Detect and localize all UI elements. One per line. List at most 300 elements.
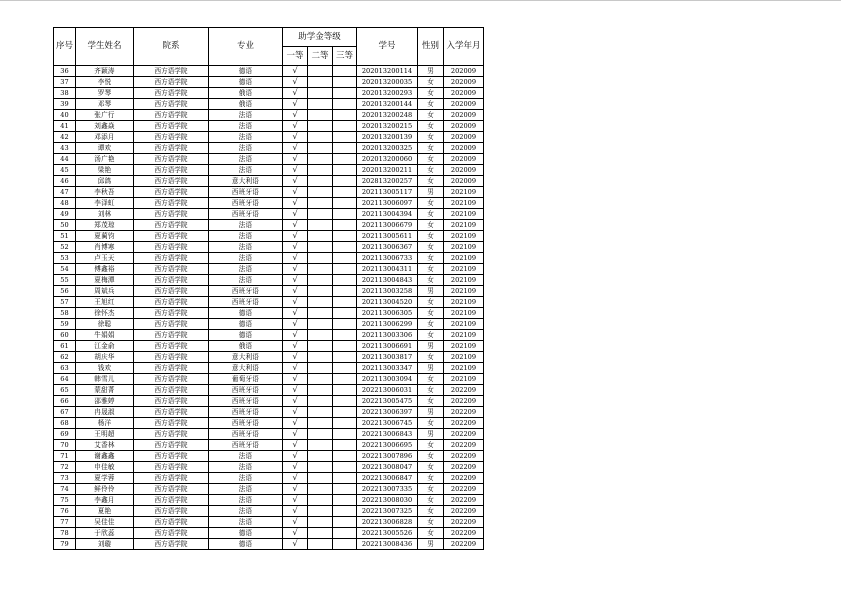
- cell-first-class: √: [283, 176, 308, 187]
- header-grant-level: 助学金等级: [283, 28, 357, 47]
- cell-student-id: 202113006679: [357, 220, 418, 231]
- cell-second-class: [308, 297, 333, 308]
- cell-enroll: 202109: [444, 209, 484, 220]
- cell-second-class: [308, 396, 333, 407]
- cell-seq: 42: [54, 132, 76, 143]
- cell-gender: 女: [418, 517, 444, 528]
- cell-dept: 西方语学院: [134, 517, 209, 528]
- cell-first-class: √: [283, 517, 308, 528]
- table-row: [54, 418, 484, 429]
- header-gender: 性别: [418, 28, 444, 66]
- header-third-class: 三等: [333, 47, 357, 66]
- cell-major: 法语: [209, 462, 283, 473]
- table-row: [54, 319, 484, 330]
- cell-enroll: 202209: [444, 407, 484, 418]
- cell-second-class: [308, 451, 333, 462]
- table-row: [54, 341, 484, 352]
- cell-name: 夏蔺钧: [76, 231, 134, 242]
- cell-third-class: [333, 506, 357, 517]
- cell-gender: 女: [418, 198, 444, 209]
- cell-name: 肖博寒: [76, 242, 134, 253]
- cell-dept: 西方语学院: [134, 143, 209, 154]
- cell-name: 李泽虹: [76, 198, 134, 209]
- cell-third-class: [333, 451, 357, 462]
- cell-third-class: [333, 187, 357, 198]
- cell-enroll: 202109: [444, 275, 484, 286]
- cell-dept: 西方语学院: [134, 462, 209, 473]
- cell-first-class: √: [283, 187, 308, 198]
- cell-student-id: 202213008030: [357, 495, 418, 506]
- cell-second-class: [308, 88, 333, 99]
- cell-student-id: 202013200139: [357, 132, 418, 143]
- cell-name: 牛娟娟: [76, 330, 134, 341]
- cell-first-class: √: [283, 374, 308, 385]
- cell-enroll: 202209: [444, 539, 484, 550]
- cell-first-class: √: [283, 506, 308, 517]
- cell-student-id: 202113006305: [357, 308, 418, 319]
- table-row: [54, 209, 484, 220]
- cell-enroll: 202109: [444, 242, 484, 253]
- table-row: [54, 77, 484, 88]
- cell-second-class: [308, 176, 333, 187]
- cell-student-id: 202213007335: [357, 484, 418, 495]
- cell-gender: 女: [418, 352, 444, 363]
- grant-roster-table: [53, 27, 484, 550]
- cell-major: 法语: [209, 495, 283, 506]
- cell-first-class: √: [283, 319, 308, 330]
- table-row: [54, 275, 484, 286]
- cell-name: 艾香林: [76, 440, 134, 451]
- cell-major: 法语: [209, 253, 283, 264]
- cell-name: 钱欢: [76, 363, 134, 374]
- table-row: [54, 220, 484, 231]
- cell-gender: 女: [418, 319, 444, 330]
- cell-major: 葡萄牙语: [209, 374, 283, 385]
- cell-dept: 西方语学院: [134, 363, 209, 374]
- cell-name: 鲜伶伶: [76, 484, 134, 495]
- cell-dept: 西方语学院: [134, 66, 209, 77]
- cell-enroll: 202209: [444, 506, 484, 517]
- cell-second-class: [308, 407, 333, 418]
- cell-seq: 62: [54, 352, 76, 363]
- cell-seq: 78: [54, 528, 76, 539]
- cell-seq: 73: [54, 473, 76, 484]
- cell-student-id: 202213006828: [357, 517, 418, 528]
- cell-enroll: 202209: [444, 385, 484, 396]
- cell-first-class: √: [283, 220, 308, 231]
- cell-gender: 女: [418, 440, 444, 451]
- cell-second-class: [308, 264, 333, 275]
- table-row: [54, 330, 484, 341]
- cell-dept: 西方语学院: [134, 308, 209, 319]
- table-row: [54, 385, 484, 396]
- cell-first-class: √: [283, 253, 308, 264]
- cell-second-class: [308, 275, 333, 286]
- cell-gender: 女: [418, 506, 444, 517]
- table-row: [54, 484, 484, 495]
- cell-gender: 女: [418, 209, 444, 220]
- cell-enroll: 202209: [444, 396, 484, 407]
- cell-dept: 西方语学院: [134, 88, 209, 99]
- cell-second-class: [308, 374, 333, 385]
- cell-seq: 68: [54, 418, 76, 429]
- cell-second-class: [308, 231, 333, 242]
- cell-major: 德语: [209, 528, 283, 539]
- cell-major: 法语: [209, 242, 283, 253]
- cell-second-class: [308, 418, 333, 429]
- cell-major: 法语: [209, 484, 283, 495]
- cell-name: 罗琴: [76, 88, 134, 99]
- cell-major: 俄语: [209, 341, 283, 352]
- cell-seq: 56: [54, 286, 76, 297]
- table-row: [54, 187, 484, 198]
- cell-major: 德语: [209, 330, 283, 341]
- cell-dept: 西方语学院: [134, 330, 209, 341]
- cell-name: 梁艳: [76, 165, 134, 176]
- cell-third-class: [333, 308, 357, 319]
- cell-dept: 西方语学院: [134, 297, 209, 308]
- cell-gender: 女: [418, 451, 444, 462]
- header-major: 专业: [209, 28, 283, 66]
- cell-student-id: 202213007896: [357, 451, 418, 462]
- table-row: [54, 66, 484, 77]
- cell-student-id: 202213006397: [357, 407, 418, 418]
- cell-gender: 男: [418, 429, 444, 440]
- cell-second-class: [308, 165, 333, 176]
- cell-first-class: √: [283, 539, 308, 550]
- cell-name: 谢鑫鑫: [76, 451, 134, 462]
- cell-name: 谭欢: [76, 143, 134, 154]
- cell-first-class: √: [283, 242, 308, 253]
- cell-dept: 西方语学院: [134, 275, 209, 286]
- cell-gender: 女: [418, 77, 444, 88]
- cell-second-class: [308, 99, 333, 110]
- cell-third-class: [333, 154, 357, 165]
- cell-seq: 48: [54, 198, 76, 209]
- header-dept: 院系: [134, 28, 209, 66]
- cell-third-class: [333, 495, 357, 506]
- cell-enroll: 202109: [444, 297, 484, 308]
- cell-name: 郑茂琼: [76, 220, 134, 231]
- cell-gender: 女: [418, 264, 444, 275]
- cell-seq: 74: [54, 484, 76, 495]
- cell-second-class: [308, 110, 333, 121]
- cell-third-class: [333, 132, 357, 143]
- cell-student-id: 202213005526: [357, 528, 418, 539]
- cell-name: 邵雅婷: [76, 396, 134, 407]
- cell-first-class: √: [283, 264, 308, 275]
- cell-first-class: √: [283, 286, 308, 297]
- cell-student-id: 202013200060: [357, 154, 418, 165]
- cell-gender: 女: [418, 99, 444, 110]
- cell-gender: 男: [418, 407, 444, 418]
- cell-second-class: [308, 220, 333, 231]
- cell-seq: 63: [54, 363, 76, 374]
- cell-student-id: 202113006367: [357, 242, 418, 253]
- cell-major: 意大利语: [209, 352, 283, 363]
- cell-first-class: √: [283, 110, 308, 121]
- cell-third-class: [333, 385, 357, 396]
- cell-second-class: [308, 242, 333, 253]
- cell-enroll: 202009: [444, 88, 484, 99]
- cell-dept: 西方语学院: [134, 440, 209, 451]
- table-row: [54, 407, 484, 418]
- cell-third-class: [333, 253, 357, 264]
- cell-seq: 66: [54, 396, 76, 407]
- cell-gender: 女: [418, 242, 444, 253]
- table-row: [54, 88, 484, 99]
- cell-name: 申佳敏: [76, 462, 134, 473]
- cell-second-class: [308, 308, 333, 319]
- cell-gender: 男: [418, 286, 444, 297]
- cell-seq: 67: [54, 407, 76, 418]
- table-row: [54, 506, 484, 517]
- cell-gender: 女: [418, 220, 444, 231]
- table-row: [54, 495, 484, 506]
- cell-first-class: √: [283, 473, 308, 484]
- cell-gender: 男: [418, 341, 444, 352]
- cell-major: 西班牙语: [209, 209, 283, 220]
- cell-second-class: [308, 440, 333, 451]
- cell-seq: 47: [54, 187, 76, 198]
- cell-dept: 西方语学院: [134, 198, 209, 209]
- cell-third-class: [333, 198, 357, 209]
- header-name: 学生姓名: [76, 28, 134, 66]
- cell-name: 徐聪: [76, 319, 134, 330]
- table-row: [54, 517, 484, 528]
- cell-seq: 76: [54, 506, 76, 517]
- cell-gender: 女: [418, 308, 444, 319]
- cell-third-class: [333, 143, 357, 154]
- cell-third-class: [333, 407, 357, 418]
- cell-dept: 西方语学院: [134, 286, 209, 297]
- cell-major: 俄语: [209, 99, 283, 110]
- cell-name: 徐怀杰: [76, 308, 134, 319]
- cell-second-class: [308, 352, 333, 363]
- cell-student-id: 202813200257: [357, 176, 418, 187]
- cell-third-class: [333, 418, 357, 429]
- cell-first-class: √: [283, 396, 308, 407]
- cell-second-class: [308, 319, 333, 330]
- table-row: [54, 154, 484, 165]
- cell-student-id: 202013200211: [357, 165, 418, 176]
- cell-major: 西班牙语: [209, 385, 283, 396]
- cell-student-id: 202113006097: [357, 198, 418, 209]
- cell-third-class: [333, 231, 357, 242]
- cell-student-id: 202113003306: [357, 330, 418, 341]
- cell-gender: 女: [418, 275, 444, 286]
- cell-gender: 女: [418, 330, 444, 341]
- cell-third-class: [333, 528, 357, 539]
- cell-gender: 女: [418, 88, 444, 99]
- cell-name: 夏学蓉: [76, 473, 134, 484]
- cell-second-class: [308, 506, 333, 517]
- cell-enroll: 202209: [444, 473, 484, 484]
- cell-third-class: [333, 396, 357, 407]
- cell-name: 韩雪儿: [76, 374, 134, 385]
- table-header: [54, 28, 484, 66]
- cell-name: 胡庆华: [76, 352, 134, 363]
- cell-first-class: √: [283, 528, 308, 539]
- cell-enroll: 202009: [444, 77, 484, 88]
- table-row: [54, 396, 484, 407]
- cell-third-class: [333, 88, 357, 99]
- cell-second-class: [308, 77, 333, 88]
- cell-third-class: [333, 220, 357, 231]
- cell-major: 法语: [209, 143, 283, 154]
- cell-first-class: √: [283, 495, 308, 506]
- cell-second-class: [308, 484, 333, 495]
- cell-student-id: 202013200035: [357, 77, 418, 88]
- cell-second-class: [308, 495, 333, 506]
- table-row: [54, 473, 484, 484]
- cell-gender: 女: [418, 176, 444, 187]
- cell-gender: 女: [418, 143, 444, 154]
- cell-second-class: [308, 462, 333, 473]
- cell-enroll: 202009: [444, 154, 484, 165]
- cell-third-class: [333, 121, 357, 132]
- cell-major: 法语: [209, 264, 283, 275]
- cell-major: 法语: [209, 275, 283, 286]
- cell-first-class: √: [283, 451, 308, 462]
- header-seq: 序号: [54, 28, 76, 66]
- top-divider: [0, 0, 841, 1]
- cell-student-id: 202213006695: [357, 440, 418, 451]
- cell-first-class: √: [283, 385, 308, 396]
- cell-name: 傅鑫裕: [76, 264, 134, 275]
- table-row: [54, 352, 484, 363]
- cell-enroll: 202209: [444, 517, 484, 528]
- cell-student-id: 202013200248: [357, 110, 418, 121]
- cell-name: 邓琴: [76, 99, 134, 110]
- cell-third-class: [333, 473, 357, 484]
- cell-gender: 女: [418, 231, 444, 242]
- cell-dept: 西方语学院: [134, 242, 209, 253]
- cell-dept: 西方语学院: [134, 528, 209, 539]
- cell-gender: 女: [418, 396, 444, 407]
- cell-dept: 西方语学院: [134, 506, 209, 517]
- table-row: [54, 528, 484, 539]
- cell-first-class: √: [283, 198, 308, 209]
- cell-dept: 西方语学院: [134, 121, 209, 132]
- cell-dept: 西方语学院: [134, 77, 209, 88]
- cell-student-id: 202113005117: [357, 187, 418, 198]
- cell-dept: 西方语学院: [134, 352, 209, 363]
- cell-name: 李悦: [76, 77, 134, 88]
- cell-major: 西班牙语: [209, 187, 283, 198]
- cell-name: 汤广艳: [76, 154, 134, 165]
- header-student-id: 学号: [357, 28, 418, 66]
- cell-major: 意大利语: [209, 176, 283, 187]
- cell-dept: 西方语学院: [134, 484, 209, 495]
- cell-dept: 西方语学院: [134, 407, 209, 418]
- cell-major: 德语: [209, 308, 283, 319]
- cell-enroll: 202109: [444, 374, 484, 385]
- cell-enroll: 202109: [444, 231, 484, 242]
- cell-first-class: √: [283, 275, 308, 286]
- cell-major: 法语: [209, 506, 283, 517]
- cell-third-class: [333, 77, 357, 88]
- cell-third-class: [333, 99, 357, 110]
- cell-name: 蒙甜菁: [76, 385, 134, 396]
- cell-major: 西班牙语: [209, 297, 283, 308]
- cell-seq: 43: [54, 143, 76, 154]
- cell-enroll: 202009: [444, 66, 484, 77]
- cell-third-class: [333, 374, 357, 385]
- cell-second-class: [308, 66, 333, 77]
- cell-third-class: [333, 363, 357, 374]
- cell-dept: 西方语学院: [134, 319, 209, 330]
- cell-enroll: 202109: [444, 352, 484, 363]
- cell-name: 周斌兵: [76, 286, 134, 297]
- cell-student-id: 202113006733: [357, 253, 418, 264]
- table-row: [54, 264, 484, 275]
- cell-seq: 79: [54, 539, 76, 550]
- cell-name: 夏梅潭: [76, 275, 134, 286]
- cell-enroll: 202009: [444, 132, 484, 143]
- cell-second-class: [308, 330, 333, 341]
- cell-first-class: √: [283, 77, 308, 88]
- cell-major: 德语: [209, 66, 283, 77]
- cell-enroll: 202209: [444, 495, 484, 506]
- cell-third-class: [333, 352, 357, 363]
- cell-third-class: [333, 275, 357, 286]
- cell-seq: 36: [54, 66, 76, 77]
- table-body: [54, 66, 484, 550]
- cell-second-class: [308, 528, 333, 539]
- cell-student-id: 202113006299: [357, 319, 418, 330]
- cell-enroll: 202009: [444, 121, 484, 132]
- cell-major: 法语: [209, 231, 283, 242]
- cell-major: 法语: [209, 132, 283, 143]
- cell-first-class: √: [283, 363, 308, 374]
- cell-major: 西班牙语: [209, 418, 283, 429]
- cell-first-class: √: [283, 462, 308, 473]
- cell-name: 冉晟淑: [76, 407, 134, 418]
- cell-dept: 西方语学院: [134, 451, 209, 462]
- table-row: [54, 176, 484, 187]
- cell-name: 王旭红: [76, 297, 134, 308]
- cell-major: 德语: [209, 319, 283, 330]
- cell-third-class: [333, 539, 357, 550]
- cell-seq: 69: [54, 429, 76, 440]
- cell-first-class: √: [283, 143, 308, 154]
- table-row: [54, 198, 484, 209]
- cell-major: 西班牙语: [209, 396, 283, 407]
- cell-gender: 女: [418, 374, 444, 385]
- cell-student-id: 202113006691: [357, 341, 418, 352]
- cell-enroll: 202209: [444, 528, 484, 539]
- cell-enroll: 202009: [444, 99, 484, 110]
- cell-first-class: √: [283, 209, 308, 220]
- cell-gender: 女: [418, 473, 444, 484]
- cell-seq: 39: [54, 99, 76, 110]
- cell-seq: 51: [54, 231, 76, 242]
- cell-enroll: 202109: [444, 363, 484, 374]
- cell-gender: 男: [418, 363, 444, 374]
- cell-student-id: 202113004394: [357, 209, 418, 220]
- cell-dept: 西方语学院: [134, 374, 209, 385]
- table-row: [54, 253, 484, 264]
- cell-second-class: [308, 132, 333, 143]
- cell-name: 杨洋: [76, 418, 134, 429]
- cell-gender: 女: [418, 165, 444, 176]
- cell-major: 意大利语: [209, 363, 283, 374]
- cell-third-class: [333, 66, 357, 77]
- cell-seq: 46: [54, 176, 76, 187]
- cell-seq: 71: [54, 451, 76, 462]
- cell-student-id: 202013200144: [357, 99, 418, 110]
